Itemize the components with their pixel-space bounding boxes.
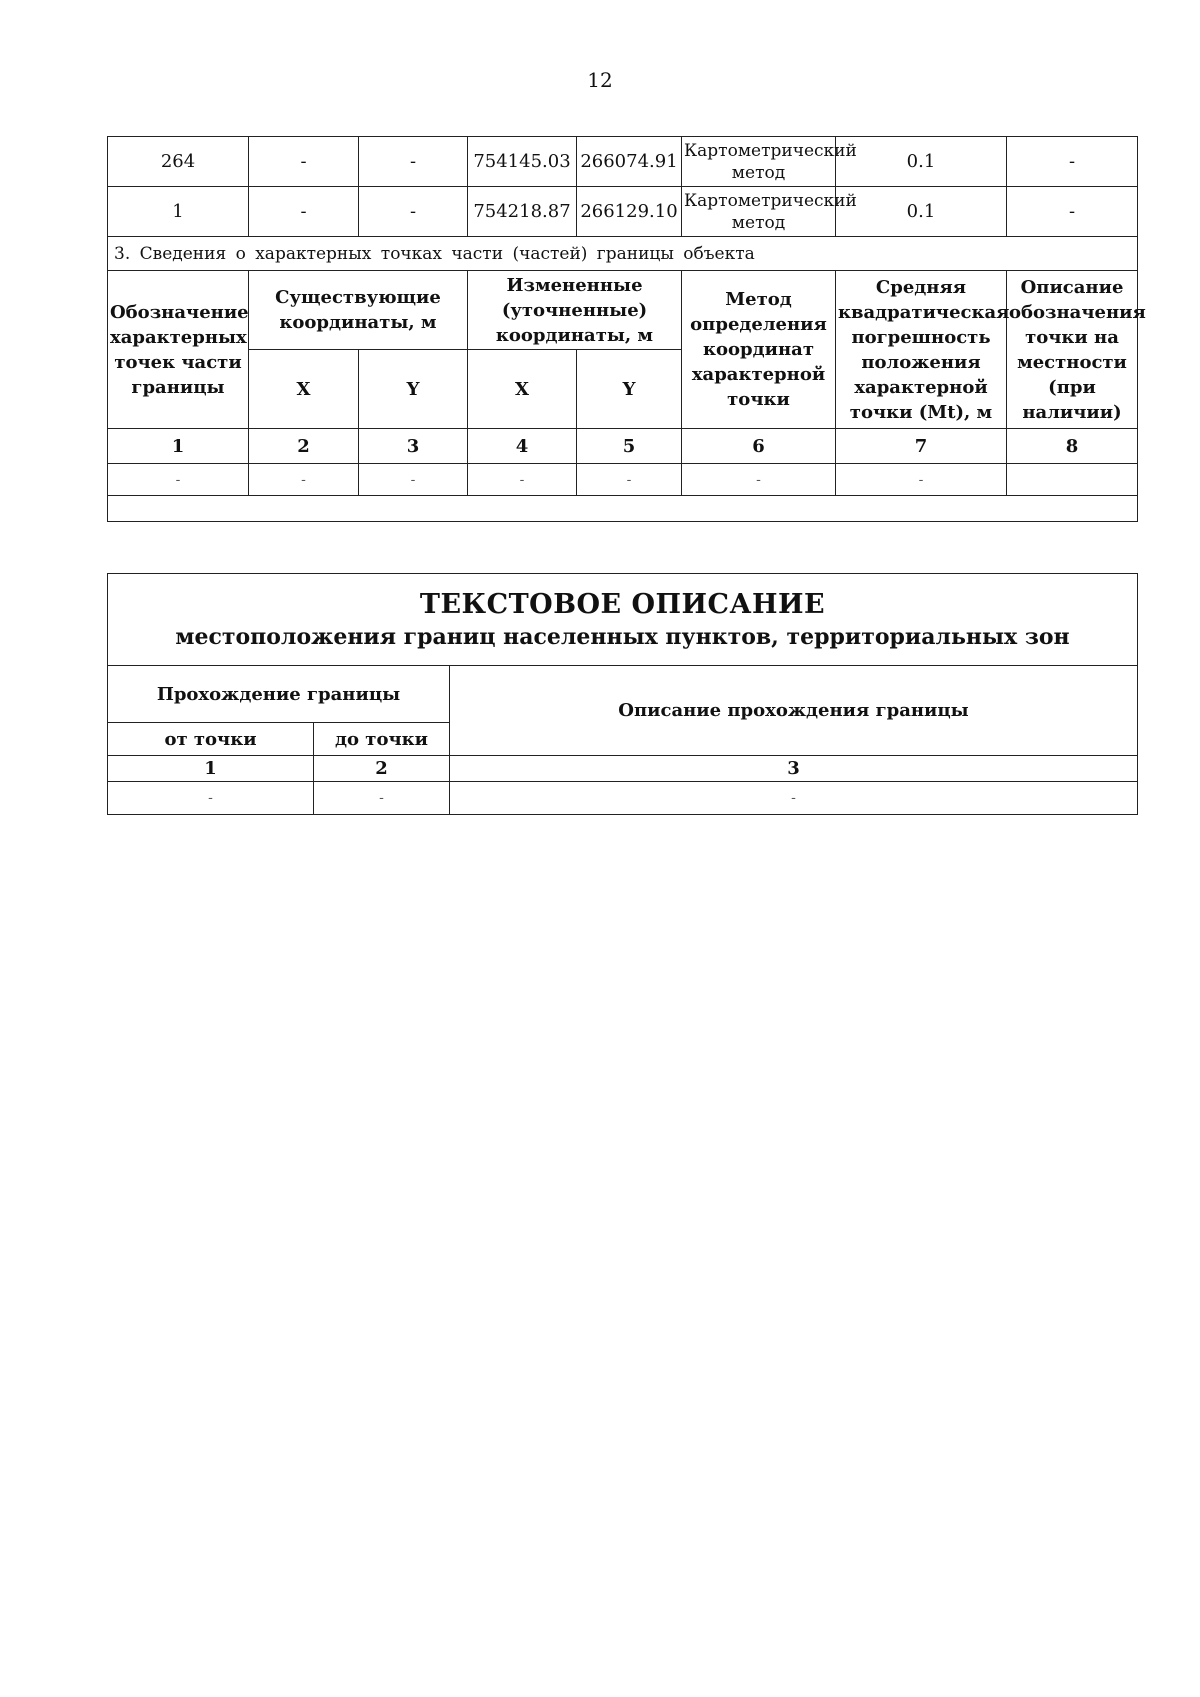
- coordinates-table: [107, 136, 1146, 522]
- column-number: 6: [682, 429, 836, 464]
- error-cell: 0.1: [836, 137, 1007, 187]
- header-y: Y: [359, 350, 468, 429]
- column-number: 7: [836, 429, 1007, 464]
- table-cell: -: [359, 464, 468, 496]
- table-cell: -: [468, 464, 577, 496]
- text-description-table: [107, 573, 1138, 815]
- table-cell: -: [682, 464, 836, 496]
- header-changed-coords: Измененные (уточненные) координаты, м: [468, 271, 682, 350]
- column-number: 1: [108, 429, 249, 464]
- point-number: 1: [108, 187, 249, 237]
- section-title: 3. Сведения о характерных точках части (частей) границы объекта: [108, 237, 1138, 271]
- column-number-row: [108, 429, 1138, 464]
- header-designation: Обозначение характерных точек части границы: [108, 271, 249, 429]
- table-cell: -: [249, 464, 359, 496]
- table-cell: -: [836, 464, 1007, 496]
- title-cell: [108, 574, 1138, 666]
- existing-y: -: [359, 137, 468, 187]
- header-boundary-passage: Прохождение границы: [108, 666, 450, 723]
- column-number: 3: [450, 756, 1138, 782]
- table-cell: -: [314, 782, 450, 815]
- document-title: ТЕКСТОВОЕ ОПИСАНИЕ: [419, 589, 826, 620]
- column-number: 1: [108, 756, 314, 782]
- column-number: 3: [359, 429, 468, 464]
- description-cell: -: [1007, 187, 1138, 237]
- header-row: [108, 271, 1138, 350]
- document-subtitle: местоположения границ населенных пунктов, территориальных зон: [175, 624, 1070, 650]
- page-number: 12: [587, 68, 613, 92]
- header-existing-coords: Существующие координаты, м: [249, 271, 468, 350]
- header-method: Метод определения координат характерной точки: [682, 271, 836, 429]
- empty-row: [108, 496, 1138, 522]
- table-cell: -: [108, 464, 249, 496]
- header-from-point: от точки: [108, 723, 314, 756]
- description-cell: -: [1007, 137, 1138, 187]
- changed-y: 266074.91: [577, 137, 682, 187]
- changed-y: 266129.10: [577, 187, 682, 237]
- column-number: 5: [577, 429, 682, 464]
- title-row: [108, 574, 1138, 666]
- point-number: 264: [108, 137, 249, 187]
- column-number: 4: [468, 429, 577, 464]
- empty-cell: [108, 496, 1138, 522]
- existing-x: -: [249, 187, 359, 237]
- header-description: Описание обозначения точки на местности (при наличии): [1007, 271, 1138, 429]
- existing-y: -: [359, 187, 468, 237]
- header-y: Y: [577, 350, 682, 429]
- changed-x: 754145.03: [468, 137, 577, 187]
- header-passage-description: Описание прохождения границы: [450, 666, 1138, 756]
- column-number: 2: [314, 756, 450, 782]
- column-number-row: [108, 756, 1138, 782]
- method-cell: Картометрический метод: [682, 137, 836, 187]
- header-x: X: [249, 350, 359, 429]
- part-boundary-row: [108, 464, 1138, 496]
- section-heading-row: [108, 237, 1138, 271]
- method-cell: Картометрический метод: [682, 187, 836, 237]
- table-cell: [1007, 464, 1138, 496]
- table-cell: -: [108, 782, 314, 815]
- changed-x: 754218.87: [468, 187, 577, 237]
- header-error: Средняя квадратическая погрешность положения характерной точки (Mt), м: [836, 271, 1007, 429]
- coordinate-row: [108, 187, 1138, 237]
- error-cell: 0.1: [836, 187, 1007, 237]
- table-cell: -: [577, 464, 682, 496]
- header-x: X: [468, 350, 577, 429]
- column-number: 8: [1007, 429, 1138, 464]
- existing-x: -: [249, 137, 359, 187]
- column-number: 2: [249, 429, 359, 464]
- coordinate-row: [108, 137, 1138, 187]
- table-cell: -: [450, 782, 1138, 815]
- header-row: [108, 666, 1138, 723]
- header-to-point: до точки: [314, 723, 450, 756]
- table-row: [108, 782, 1138, 815]
